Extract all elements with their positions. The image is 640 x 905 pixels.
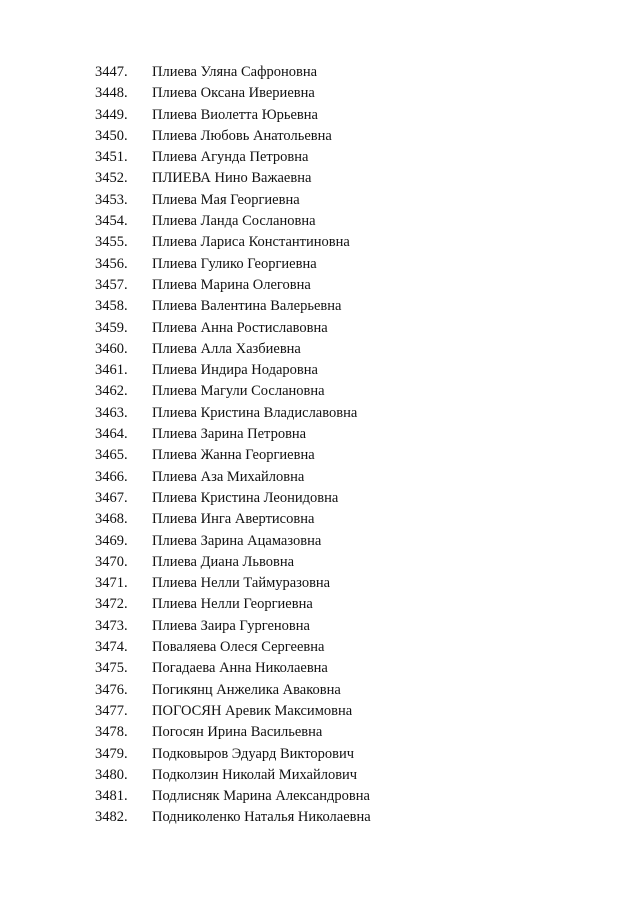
list-item [0, 552, 640, 573]
entry-number: 3451. [95, 149, 128, 166]
entry-number: 3450. [95, 127, 128, 144]
list-item [0, 722, 640, 743]
list-item [0, 467, 640, 488]
entry-name: Плиева Заира Гургеновна [152, 617, 310, 634]
entry-number: 3475. [95, 660, 128, 677]
entry-number: 3453. [95, 191, 128, 208]
entry-name: Погосян Ирина Васильевна [152, 724, 323, 741]
list-item [0, 105, 640, 126]
list-item [0, 254, 640, 275]
entry-name: Плиева Кристина Леонидовна [152, 489, 339, 506]
entry-name: Плиева Зарина Петровна [152, 426, 307, 443]
list-item [0, 424, 640, 445]
entry-number: 3449. [95, 106, 128, 123]
entry-name: Плиева Зарина Ацамазовна [152, 532, 322, 549]
entry-name: Подковыров Эдуард Викторович [152, 745, 355, 762]
entry-number: 3457. [95, 276, 128, 293]
list-item [0, 275, 640, 296]
entry-name: Плиева Гулико Георгиевна [152, 255, 317, 272]
entry-name: Плиева Инга Авертисовна [152, 511, 315, 528]
entry-number: 3459. [95, 319, 128, 336]
entry-number: 3452. [95, 170, 128, 187]
list-item [0, 680, 640, 701]
entry-number: 3455. [95, 234, 128, 251]
list-item [0, 445, 640, 466]
entry-number: 3481. [95, 788, 128, 805]
entry-name: Плиева Уляна Сафроновна [152, 64, 318, 80]
list-item [0, 594, 640, 615]
list-item [0, 786, 640, 807]
entry-name: Плиева Оксана Ивериевна [152, 85, 315, 102]
name-list [0, 62, 640, 829]
entry-number: 3479. [95, 745, 128, 762]
entry-name: Подниколенко Наталья Николаевна [152, 809, 371, 826]
entry-number: 3454. [95, 213, 128, 230]
list-item [0, 232, 640, 253]
list-item [0, 637, 640, 658]
list-item [0, 701, 640, 722]
list-item [0, 807, 640, 828]
entry-name: Плиева Кристина Владиславовна [152, 404, 358, 421]
entry-name: Плиева Индира Нодаровна [152, 362, 318, 379]
list-item [0, 403, 640, 424]
list-item [0, 296, 640, 317]
list-item [0, 62, 640, 83]
list-item [0, 147, 640, 168]
list-item [0, 126, 640, 147]
list-item [0, 509, 640, 530]
entry-number: 3467. [95, 489, 128, 506]
entry-name: Подлисняк Марина Александровна [152, 788, 370, 805]
entry-name: Плиева Нелли Георгиевна [152, 596, 313, 613]
entry-number: 3474. [95, 639, 128, 656]
entry-name: Подколзин Николай Михайлович [152, 766, 358, 783]
entry-name: ПЛИЕВА Нино Важаевна [152, 170, 312, 187]
list-item [0, 531, 640, 552]
entry-name: Плиева Агунда Петровна [152, 149, 309, 166]
entry-number: 3470. [95, 553, 128, 570]
list-item [0, 339, 640, 360]
entry-name: Плиева Валентина Валерьевна [152, 298, 342, 315]
entry-name: Погикянц Анжелика Аваковна [152, 681, 341, 698]
entry-name: Плиева Алла Хазбиевна [152, 340, 301, 357]
entry-number: 3480. [95, 766, 128, 783]
entry-number: 3476. [95, 681, 128, 698]
entry-number: 3468. [95, 511, 128, 528]
entry-name: ПОГОСЯН Аревик Максимовна [152, 702, 353, 719]
entry-name: Поваляева Олеся Сергеевна [152, 639, 325, 656]
entry-number: 3461. [95, 362, 128, 379]
entry-number: 3472. [95, 596, 128, 613]
list-item [0, 168, 640, 189]
list-item [0, 658, 640, 679]
list-item [0, 360, 640, 381]
list-item [0, 616, 640, 637]
entry-number: 3462. [95, 383, 128, 400]
entry-name: Погадаева Анна Николаевна [152, 660, 328, 677]
entry-number: 3478. [95, 724, 128, 741]
list-item [0, 318, 640, 339]
entry-name: Плиева Виолетта Юрьевна [152, 106, 318, 123]
entry-number: 3466. [95, 468, 128, 485]
entry-name: Плиева Марина Олеговна [152, 276, 311, 293]
entry-number: 3469. [95, 532, 128, 549]
entry-number: 3456. [95, 255, 128, 272]
entry-name: Плиева Ланда Сослановна [152, 213, 316, 230]
entry-number: 3477. [95, 702, 128, 719]
entry-name: Плиева Нелли Таймуразовна [152, 575, 331, 592]
entry-number: 3473. [95, 617, 128, 634]
entry-name: Плиева Мая Георгиевна [152, 191, 300, 208]
list-item [0, 190, 640, 211]
entry-name: Плиева Диана Львовна [152, 553, 295, 570]
entry-name: Плиева Лариса Константиновна [152, 234, 350, 251]
list-item [0, 211, 640, 232]
entry-number: 3482. [95, 809, 128, 826]
entry-number: 3471. [95, 575, 128, 592]
entry-number: 3460. [95, 340, 128, 357]
list-item [0, 83, 640, 104]
entry-number: 3458. [95, 298, 128, 315]
list-item [0, 744, 640, 765]
entry-number: 3464. [95, 426, 128, 443]
entry-name: Плиева Жанна Георгиевна [152, 447, 315, 464]
entry-name: Плиева Анна Ростиславовна [152, 319, 328, 336]
list-item [0, 765, 640, 786]
list-item [0, 573, 640, 594]
entry-number: 3465. [95, 447, 128, 464]
entry-name: Плиева Аза Михайловна [152, 468, 305, 485]
list-item [0, 488, 640, 509]
entry-number: 3463. [95, 404, 128, 421]
entry-number: 3447. [95, 64, 128, 80]
entry-number: 3448. [95, 85, 128, 102]
list-item [0, 381, 640, 402]
entry-name: Плиева Магули Сослановна [152, 383, 325, 400]
entry-name: Плиева Любовь Анатольевна [152, 127, 332, 144]
